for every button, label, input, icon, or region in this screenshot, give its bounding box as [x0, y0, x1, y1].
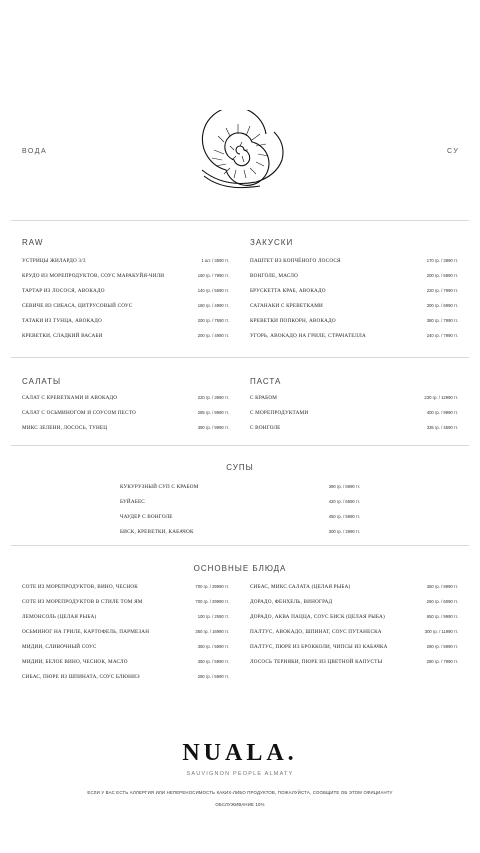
menu-item-name: КРУДО ИЗ МОРЕПРОДУКТОВ, СОУС МАРАКУЙЯ-ЧИЛИ — [22, 273, 165, 279]
menu-item-price: 390 гр. / 9990 тг. — [197, 425, 229, 430]
menu-item-price: 700 гр. / 29990 тг. — [195, 599, 229, 604]
menu-item-price: 230 гр. / 12990 тг. — [424, 395, 458, 400]
menu-item-name: МИДИИ, БЕЛОЕ ВИНО, ЧЕСНОК, МАСЛО — [22, 659, 128, 665]
menu-item — [22, 273, 229, 283]
menu-item-name: БРУСКЕТТА КРАБ, АВОКАДО — [250, 288, 326, 294]
menu-item-price: 300 гр. / 11990 тг. — [424, 629, 458, 634]
menu-item-name: САЛАТ С ОСЬМИНОГОМ И СОУСОМ ПЕСТО — [22, 410, 136, 416]
menu-item — [22, 395, 229, 405]
menu-item — [250, 629, 458, 639]
menu-item — [22, 629, 229, 639]
menu-item-name: СЕВИЧЕ ИЗ СИБАСА, ЦИТРУСОВЫЙ СОУС — [22, 303, 133, 309]
menu-item — [250, 644, 458, 654]
menu-item-name: СИБАС, МИКС САЛАТА (ЦЕЛАЯ РЫБА) — [250, 584, 351, 590]
menu-item — [250, 584, 458, 594]
divider — [11, 357, 469, 358]
menu-item — [22, 410, 229, 420]
menu-item-price: 220 гр. / 3990 тг. — [197, 395, 229, 400]
menu-item-price: 200 гр. / 7590 тг. — [197, 318, 229, 323]
menu-item-price: 350 гр. / 5990 тг. — [197, 644, 229, 649]
menu-item-price: 285 гр. / 9990 тг. — [197, 410, 229, 415]
menu-item — [250, 273, 458, 283]
menu-item-price: 260 гр. / 6090 тг. — [426, 599, 458, 604]
nav-link-water[interactable]: ВОДА — [22, 148, 48, 155]
menu-item-price: 650 гр. / 9990 тг. — [426, 614, 458, 619]
menu-item-name: КРЕВЕТКИ ПОПКОРН, АВОКАДО — [250, 318, 336, 324]
menu-item-name: ДОРАДО, АКВА ПАЦЦА, СОУС БИСК (ЦЕЛАЯ РЫБА) — [250, 614, 385, 620]
menu-item-price: 100 гр. / 2590 тг. — [197, 614, 229, 619]
menu-item-price: 170 гр. / 3990 тг. — [426, 258, 458, 263]
menu-item — [22, 659, 229, 669]
service-charge-note: ОБСЛУЖИВАНИЕ 10% — [215, 802, 265, 807]
nav-link-next[interactable]: СУ — [447, 148, 460, 155]
menu-item — [22, 303, 229, 313]
menu-item-name: ПАЛТУС, ПЮРЕ ИЗ БРОККОЛИ, ЧИПСЫ ИЗ КАБАЧКА — [250, 644, 388, 650]
menu-item-price: 280 гр. / 5990 тг. — [426, 644, 458, 649]
menu-item-name: ПАШТЕТ ИЗ КОПЧЁНОГО ЛОСОСЯ — [250, 258, 341, 264]
menu-item — [250, 303, 458, 313]
menu-item-name: КРЕВЕТКИ, СЛАДКИЙ ВАСАБИ — [22, 333, 103, 339]
menu-item-name: ТАТАКИ ИЗ ТУНЦА, АВОКАДО — [22, 318, 102, 324]
menu-item-name: ТАРТАР ИЗ ЛОСОСЯ, АВОКАДО — [22, 288, 105, 294]
menu-item — [22, 333, 229, 343]
menu-item-name: МИДИИ, СЛИВОЧНЫЙ СОУС — [22, 644, 97, 650]
menu-item-price: 160 гр. / 7990 тг. — [197, 273, 229, 278]
menu-item-name: ПАЛТУС, АВОКАДО, ШПИНАТ, СОУС ПУТАНЕСКА — [250, 629, 382, 635]
menu-item — [120, 514, 360, 524]
menu-item-price: 335 гр. / 4590 тг. — [426, 425, 458, 430]
menu-item — [22, 614, 229, 624]
menu-item-price: 350 гр. / 5990 тг. — [197, 659, 229, 664]
menu-item-price: 200 гр. / 4990 тг. — [197, 333, 229, 338]
divider — [11, 545, 469, 546]
menu-item — [250, 599, 458, 609]
menu-item — [250, 395, 458, 405]
section-title-mains: ОСНОВНЫЕ БЛЮДА — [193, 564, 287, 573]
menu-item-price: 420 гр. / 6590 тг. — [328, 499, 360, 504]
menu-item — [120, 499, 360, 509]
snail-shell-illustration — [194, 110, 286, 196]
menu-item-price: 390 гр. / 6990 тг. — [328, 484, 360, 489]
menu-item-name: ЛОСОСЬ ТЕРИЯКИ, ПЮРЕ ИЗ ЦВЕТНОЙ КАПУСТЫ — [250, 659, 383, 665]
menu-item-price: 300 гр. / 6990 тг. — [426, 303, 458, 308]
menu-item — [22, 584, 229, 594]
allergy-note: ЕСЛИ У ВАС ЕСТЬ АЛЛЕРГИЯ ИЛИ НЕПЕРЕНОСИМОСТЬ КАКИХ-ЛИБО ПРОДУКТОВ, ПОЖАЛУЙСТА, СООБЩИТЕ ОБ ЭТОМ ОФИЦИАНТУ — [87, 790, 393, 795]
menu-item-price: 450 гр. / 5990 тг. — [328, 514, 360, 519]
menu-item — [250, 258, 458, 268]
menu-item — [22, 318, 229, 328]
menu-item-price: 400 гр. / 9990 тг. — [426, 410, 458, 415]
menu-item-price: 1 шт. / 3590 тг. — [201, 258, 229, 263]
divider — [11, 445, 469, 446]
menu-item — [250, 410, 458, 420]
menu-item-name: САГАНАКИ С КРЕВЕТКАМИ — [250, 303, 323, 309]
menu-item — [250, 318, 458, 328]
section-title-pasta: ПАСТА — [250, 377, 282, 386]
menu-item-name: С ВОНГОЛЕ — [250, 425, 281, 431]
snail-shell-icon — [194, 110, 286, 196]
brand-tagline: SAUVIGNON PEOPLE ALMATY — [186, 771, 294, 777]
menu-item-price: 280 гр. / 5990 тг. — [197, 674, 229, 679]
menu-item-name: ВОНГОЛЕ, МАСЛО — [250, 273, 299, 279]
menu-item — [120, 484, 360, 494]
menu-item — [22, 644, 229, 654]
menu-item-price: 700 гр. / 29990 тг. — [195, 584, 229, 589]
menu-item-name: БИСК, КРЕВЕТКИ, КАБАЧОК — [120, 529, 194, 535]
menu-item-price: 350 гр. / 8990 тг. — [426, 584, 458, 589]
menu-item-price: 140 гр. / 5590 тг. — [197, 288, 229, 293]
section-title-starters: ЗАКУСКИ — [250, 238, 294, 247]
menu-item — [250, 659, 458, 669]
menu-item-price: 220 гр. / 7990 тг. — [426, 288, 458, 293]
menu-item-name: ДОРАДО, ФЕНХЕЛЬ, ВИНОГРАД — [250, 599, 333, 605]
section-title-soups: СУПЫ — [226, 463, 254, 472]
menu-item-name: ЛЕМОНСОЛЬ (ЦЕЛАЯ РЫБА) — [22, 614, 97, 620]
menu-item — [22, 288, 229, 298]
menu-item-name: ЧАУДЕР С ВОНГОЛЕ — [120, 514, 173, 520]
menu-item — [250, 333, 458, 343]
menu-item-price: 300 гр. / 2990 тг. — [328, 529, 360, 534]
menu-item-price: 350 гр. / 16990 тг. — [195, 629, 229, 634]
menu-item — [22, 599, 229, 609]
menu-item-price: 200 гр. / 5990 тг. — [426, 273, 458, 278]
menu-item-name: УСТРИЦЫ ЖИЛАРДО 3/3 — [22, 258, 86, 264]
menu-item-name: СОТЕ ИЗ МОРЕПРОДУКТОВ, ВИНО, ЧЕСНОК — [22, 584, 138, 590]
menu-item-name: КУКУРУЗНЫЙ СУП С КРАБОМ — [120, 484, 199, 490]
menu-item — [22, 425, 229, 435]
menu-item — [120, 529, 360, 539]
section-title-salads: САЛАТЫ — [22, 377, 62, 386]
menu-item-name: УГОРЬ, АВОКАДО НА ГРИЛЕ, СТРАЧАТЕЛЛА — [250, 333, 366, 339]
menu-item-price: 380 гр. / 7990 тг. — [426, 318, 458, 323]
menu-item-name: МИКС ЗЕЛЕНИ, ЛОСОСЬ, ТУНЕЦ — [22, 425, 108, 431]
menu-item-price: 280 гр. / 7990 тг. — [426, 659, 458, 664]
menu-item — [250, 288, 458, 298]
divider — [11, 220, 469, 221]
menu-item-name: ОСЬМИНОГ НА ГРИЛЕ, КАРТОФЕЛЬ, ПАРМЕЗАН — [22, 629, 150, 635]
menu-item — [22, 258, 229, 268]
menu-item — [250, 614, 458, 624]
menu-item-price: 240 гр. / 7990 тг. — [426, 333, 458, 338]
menu-item-name: С КРАБОМ — [250, 395, 278, 401]
menu-item-name: БУЙАБЕС — [120, 499, 145, 505]
section-title-raw: RAW — [22, 238, 44, 247]
menu-item-name: СИБАС, ПЮРЕ ИЗ ШПИНАТА, СОУС БЛЮНИЭ — [22, 674, 140, 680]
menu-item-name: С МОРЕПРОДУКТАМИ — [250, 410, 309, 416]
menu-item — [250, 425, 458, 435]
menu-item-name: САЛАТ С КРЕВЕТКАМИ И АВОКАДО — [22, 395, 118, 401]
menu-item — [22, 674, 229, 684]
menu-item-price: 180 гр. / 4990 тг. — [197, 303, 229, 308]
menu-item-name: СОТЕ ИЗ МОРЕПРОДУКТОВ В СТИЛЕ ТОМ ЯМ — [22, 599, 143, 605]
brand-logo: NUALA. — [182, 740, 298, 766]
